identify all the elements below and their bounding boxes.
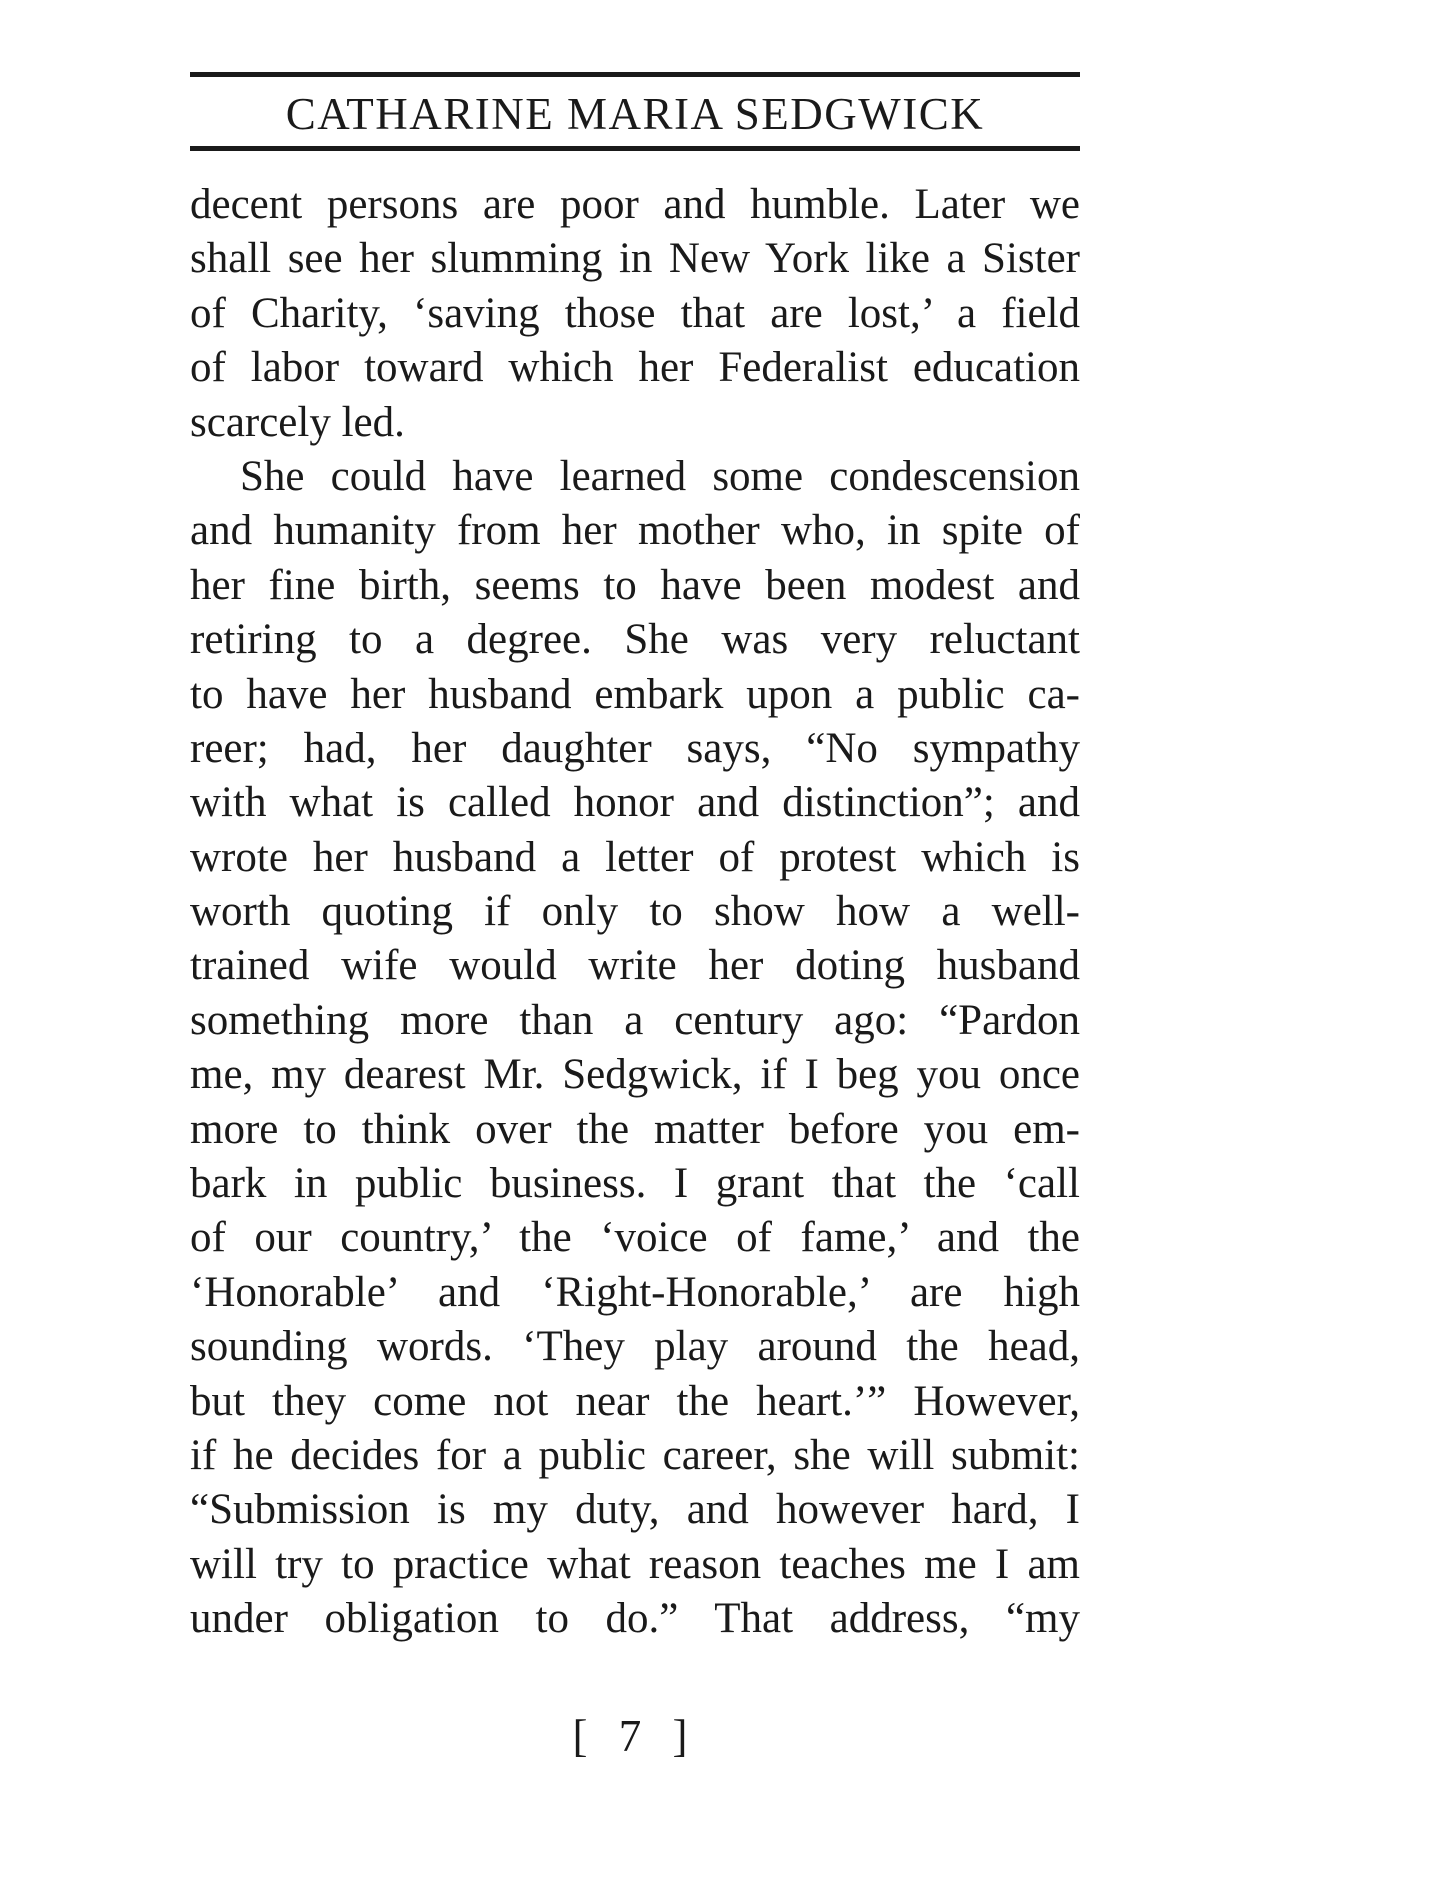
text-line: “Submission is my duty, and however hard, I (190, 1486, 1080, 1534)
page-number: [ 7 ] (572, 1711, 698, 1761)
text-line: trained wife would write her doting husband (190, 942, 1080, 990)
text-line: her fine birth, seems to have been modest and (190, 561, 1080, 609)
text-line: if he decides for a public career, she will submit: (190, 1431, 1080, 1479)
paragraph-2 (190, 450, 1080, 1647)
text-line: under obligation to do.” That address, “my (190, 1595, 1080, 1643)
text-line: bark in public business. I grant that the ‘call (190, 1160, 1080, 1208)
text-line: but they come not near the heart.’” However, (190, 1377, 1080, 1425)
header-rule-top (190, 72, 1080, 77)
text-line: of labor toward which her Federalist education (190, 344, 1080, 392)
text-line: and humanity from her mother who, in spite of (190, 507, 1080, 555)
text-line: of our country,’ the ‘voice of fame,’ and the (190, 1214, 1080, 1262)
paragraph-1 (190, 178, 1080, 450)
text-line: to have her husband embark upon a public ca- (190, 670, 1080, 718)
text-line: worth quoting if only to show how a well- (190, 888, 1080, 936)
header-rule-bottom (190, 146, 1080, 151)
text-line: something more than a century ago: “Pardon (190, 996, 1080, 1044)
text-line: decent persons are poor and humble. Later we (190, 181, 1080, 228)
text-line: shall see her slumming in New York like a Sister (190, 235, 1080, 283)
body-text (190, 178, 1080, 1647)
text-line: of Charity, ‘saving those that are lost,’ a field (190, 289, 1080, 337)
text-line: wrote her husband a letter of protest which is (190, 833, 1080, 881)
text-line: ‘Honorable’ and ‘Right-Honorable,’ are high (190, 1268, 1080, 1316)
text-line: sounding words. ‘They play around the head, (190, 1323, 1080, 1371)
running-head: CATHARINE MARIA SEDGWICK (285, 89, 985, 139)
text-line: She could have learned some condescension (240, 452, 1080, 500)
text-line: scarcely led. (190, 398, 405, 446)
text-line: me, my dearest Mr. Sedgwick, if I beg you once (190, 1051, 1080, 1099)
text-line: will try to practice what reason teaches me I am (190, 1540, 1080, 1588)
text-line: reer; had, her daughter says, “No sympathy (190, 724, 1080, 772)
text-line: with what is called honor and distinction”; and (190, 779, 1080, 827)
text-line: more to think over the matter before you em- (190, 1105, 1080, 1153)
text-line: retiring to a degree. She was very reluctant (190, 616, 1080, 664)
